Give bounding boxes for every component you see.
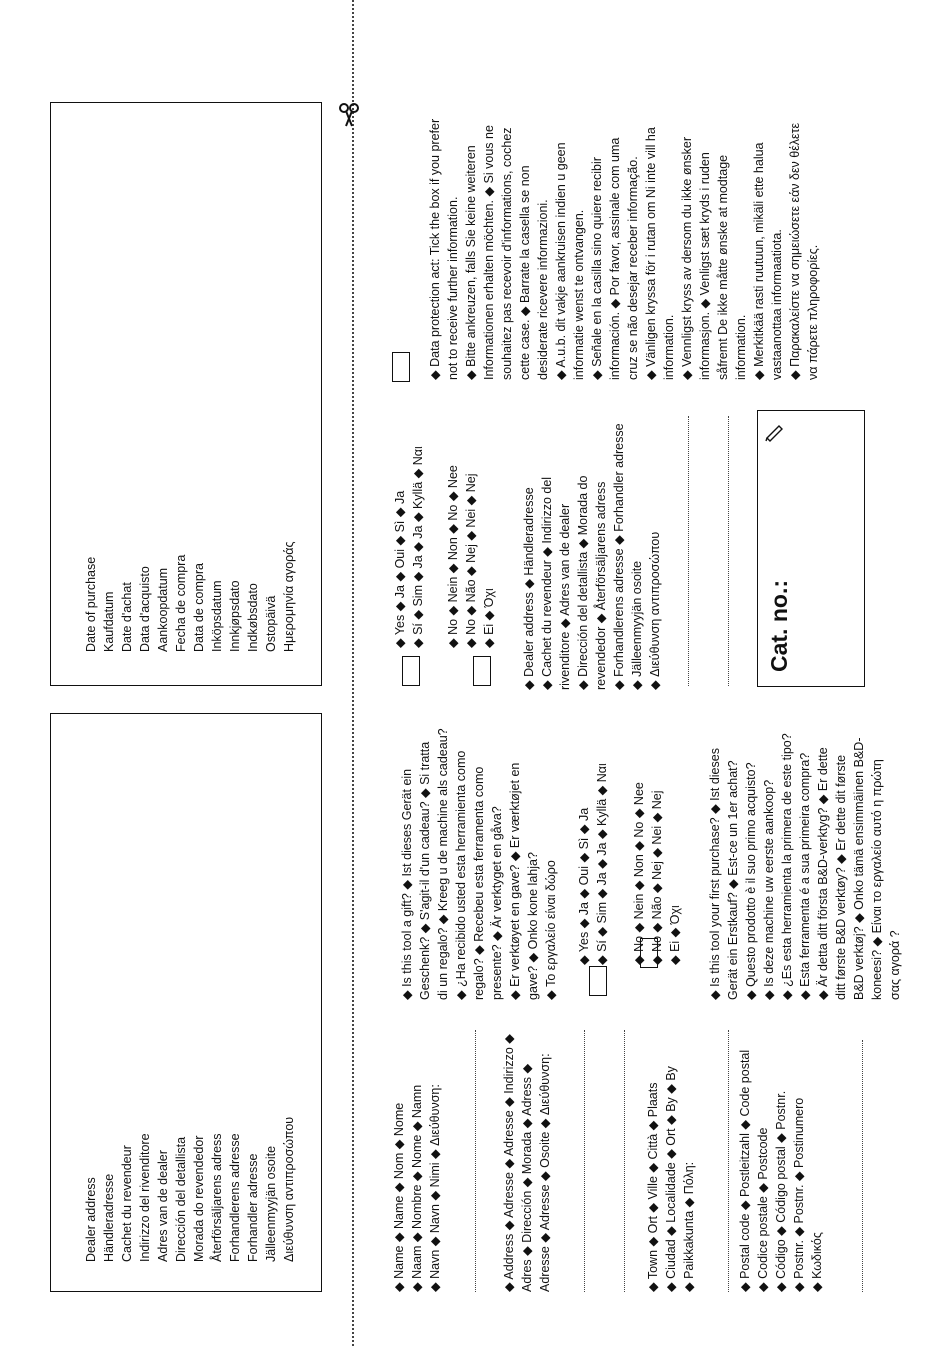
data-protection-text: ◆ Data protection act: Tick the box if you prefer not to receive further information. ◆ Bitte ankreuzen, falls Sie keine weiteren Informationen erhalten möchten. ◆ Si vous ne souhaitez pas recevoir d'informations, cochez cette case. ◆ Barrate la casella se non desiderate ricevere informazioni. ◆ A.u.b. dit vakje aankruisen indien u geen informatie wenst te ontvangen. ◆ Señale en la casilla sino quiere recibir información. ◆ Por favor, assinale com uma cruz se não desejar receber informação. ◆ Vänligen kryssa för i rutan om Ni inte vill ha information. ◆ Vennligst kryss av dersom du ikke ønsker informasjon. ◆ Venligst sæt kryds i ruden såfremt De ikke måtte ønske at modtage information. ◆ Merkitkää rasti ruutuun, mikäli ette halua vastaanottaa informaatiota. ◆ Παρακαλείστε να σημειώσετε εάν δεν θέλετε να πάρετε πληροφορίες. [428, 118, 820, 380]
dealer-address-line-2[interactable] [728, 416, 729, 686]
first-yes-options: ◆ Yes ◆ Ja ◆ Oui ◆ Sì ◆ Ja ◆ Sí ◆ Sim ◆ Ja ◆ Ja ◆ Kyllä ◆ Ναι [393, 446, 425, 648]
name-field-line[interactable] [475, 1030, 476, 1292]
data-protection-checkbox[interactable] [392, 352, 410, 382]
first-no-checkbox[interactable] [473, 656, 491, 686]
postal-field-label: ◆ Postal code ◆ Postleitzahl ◆ Code postal ◆ Codice postale ◆ Postcode ◆ Código ◆ Código postal ◆ Postnr. ◆ Postnr. ◆ Postnr. ◆ Postinumero ◆ Κωδικός [738, 1049, 824, 1292]
gift-yes-options: ◆ Yes ◆ Ja ◆ Oui ◆ Sì ◆ Ja ◆ Sí ◆ Sim ◆ Ja ◆ Ja ◆ Kyllä ◆ Ναι [577, 763, 609, 965]
gift-question: ◆ Is this tool a gift? ◆ Ist dieses Gerät ein Geschenk? ◆ S'agit-il d'un cadeau? ◆ Si tratta di un regalo? ◆ Kreeg u de machine als cadeau? ◆ ¿Ha recibido usted esta herramienta como regalo? ◆ Recebeu esta ferramenta como presente? ◆ Är verktyget en gåva? ◆ Er verktøyet en gave? ◆ Er værktøjet en gave? ◆ Onko kone lahja? ◆ Το εργαλείο είναι δώρο [400, 728, 558, 1000]
purchase-date-labels: Date of purchase Kaufdatum Date d'achat Data d'acquisto Aankoopdatum Fecha de compra Data de compra Inköpsdatum Innkjøpsdato Indkøbsdato Ostopäivä Ημερομηνία αγοράς [84, 541, 296, 652]
town-field-line[interactable] [624, 1030, 625, 1292]
gift-no-options: ◆ No ◆ Nein ◆ Non ◆ No ◆ Nee ◆ No ◆ Não ◆ Nej ◆ Nei ◆ Nej ◆ Ei ◆ Όχι [632, 782, 682, 965]
postal-field-line-2[interactable] [862, 1040, 863, 1292]
town-field-label: ◆ Town ◆ Ort ◆ Ville ◆ Città ◆ Plaats ◆ Ciudad ◆ Localidade ◆ Ort ◆ By ◆ By ◆ Paikkakunta ◆ Πόλη: [646, 1066, 696, 1292]
cut-line-vertical [352, 0, 354, 1346]
address-field-line[interactable] [584, 1030, 585, 1292]
postal-field-line[interactable] [728, 1030, 729, 1292]
dealer-address-labels: Dealer address Händleradresse Cachet du revendeur Indirizzo del rivenditore Adres van de dealer Dirección del detallista Morada do revendedor Återförsäljarens adress Forhandlerens adresse Forhandler adresse Jälleenmyyjän osoite Διεύθυνση αντιπροσώπου [84, 1116, 296, 1262]
gift-yes-checkbox[interactable] [589, 966, 607, 996]
scissors-icon [336, 102, 362, 128]
first-yes-checkbox[interactable] [402, 656, 420, 686]
dealer-address-multilang: ◆ Dealer address ◆ Händleradresse ◆ Cachet du revendeur ◆ Indirizzo del rivenditore ◆ Adres van de dealer ◆ Dirección del detallista ◆ Morada do revendedor ◆ Återförsäljarens adress ◆ Forhandlerens adresse ◆ Forhandler adresse ◆ Jälleenmyyjän osoite ◆ Διεύθυνση αντιπροσώπου [522, 423, 662, 690]
first-purchase-question: ◆ Is this tool your first purchase? ◆ Ist dieses Gerät ein Erstkauf? ◆ Est-ce un 1er achat? ◆ Questo prodotto è il suo primo acquisto? ◆ Is deze machine uw eerste aankoop? ◆ ¿Es esta herramienta la primera de este tipo? ◆ Esta ferramenta é a sua primeira compra? ◆ Är detta ditt första B&D-verktyg? ◆ Er dette ditt første B&D verktøy? ◆ Er dette dit første B&D verktøj? ◆ Onko tämä ensimmäinen B&D- koneesi? ◆ Είναι το εργαλείο αυτό η πρώτη σας αγορά ? [708, 733, 902, 1000]
first-no-options: ◆ No ◆ Nein ◆ Non ◆ No ◆ Nee ◆ No ◆ Não ◆ Nej ◆ Nei ◆ Nej ◆ Ei ◆ Όχι [446, 465, 496, 648]
cat-no-label: Cat. no.: [766, 580, 792, 672]
dealer-address-line-1[interactable] [688, 416, 689, 686]
name-field-label: ◆ Name ◆ Name ◆ Nom ◆ Nome ◆ Naam ◆ Nombre ◆ Nome ◆ Namn ◆ Navn ◆ Navn ◆ Nimi ◆ Διεύθυνση: [392, 1084, 442, 1292]
pen-icon [763, 420, 785, 442]
address-field-label: ◆ Address ◆ Adresse ◆ Adresse ◆ Indirizzo ◆ Adres ◆ Dirección ◆ Morada ◆ Adress ◆ Adresse ◆ Adresse ◆ Osoite ◆ Διεύθυνση: [502, 1034, 552, 1292]
